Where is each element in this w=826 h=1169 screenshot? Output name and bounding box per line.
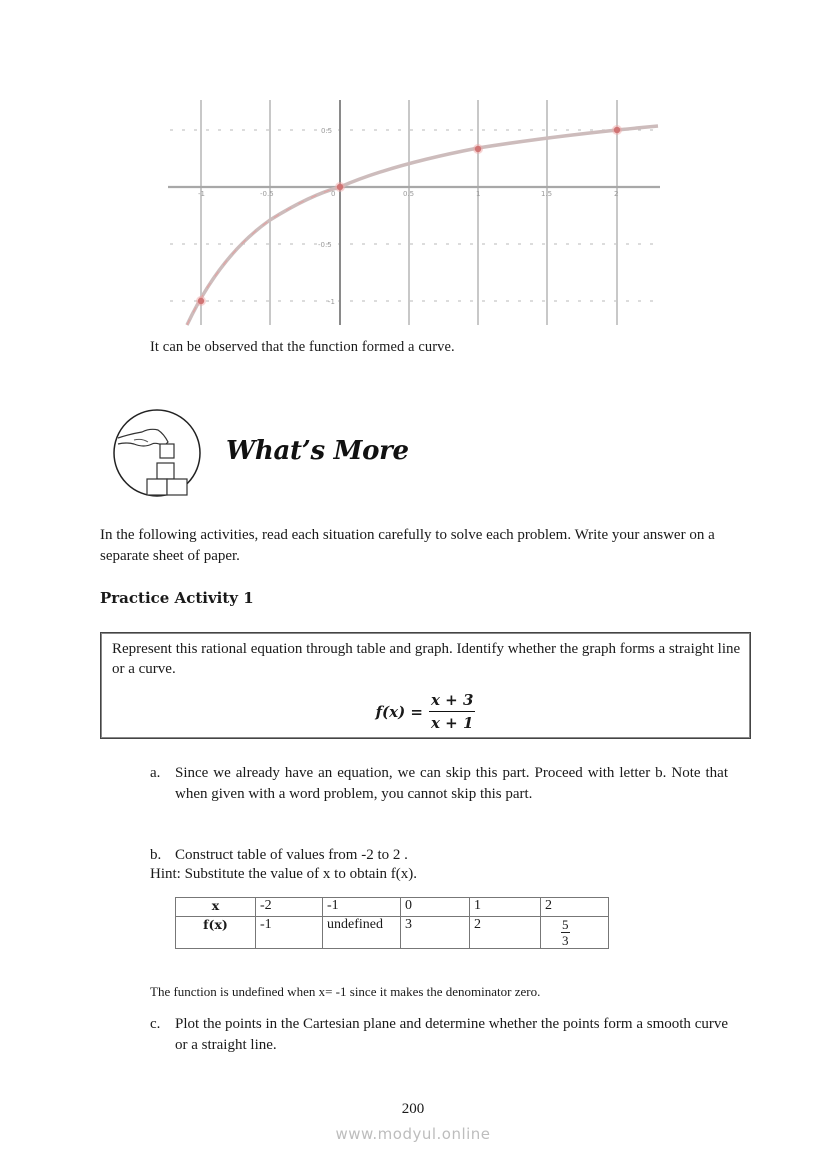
x-tick-label: 0 <box>331 190 336 198</box>
table-cell <box>541 917 609 949</box>
fraction-value <box>561 917 570 948</box>
table-cell: 2 <box>541 898 609 917</box>
page-number: 200 <box>401 1101 425 1117</box>
table-cell: -2 <box>256 898 323 917</box>
hand-stacking-blocks-icon <box>112 408 202 498</box>
formula-denominator: x + 1 <box>430 714 474 732</box>
table-cell: 2 <box>470 917 541 949</box>
table-cell: 1 <box>470 898 541 917</box>
formula <box>101 691 750 732</box>
table-header-cell: x <box>176 898 256 917</box>
table-row <box>176 917 609 949</box>
x-tick-label: 0.5 <box>403 190 415 198</box>
section-title: What’s More <box>226 436 409 466</box>
x-tick-label: 1 <box>476 190 481 198</box>
undefined-note: The function is undefined when x= -1 since it makes the denominator zero. <box>150 984 541 999</box>
activity-title: Practice Activity 1 <box>100 589 254 607</box>
curve-highlight <box>187 187 340 325</box>
x-tick-label: -0.5 <box>260 190 274 198</box>
table-cell: -1 <box>256 917 323 949</box>
x-tick-label: -1 <box>198 190 205 198</box>
step-a <box>150 763 728 804</box>
function-graph <box>160 95 670 330</box>
table-cell: -1 <box>323 898 401 917</box>
hint-text: Hint: Substitute the value of x to obtain f(x). <box>150 866 418 882</box>
step-text: Since we already have an equation, we can skip this part. Proceed with letter b. Note that when given with a word problem, you cannot skip this part. <box>175 765 728 802</box>
y-tick-label: -1 <box>328 298 335 306</box>
graph-caption: It can be observed that the function formed a curve. <box>150 339 455 355</box>
step-text: Plot the points in the Cartesian plane and determine whether the points form a smooth curve or a straight line. <box>175 1016 728 1053</box>
formula-lhs: f(x) = <box>375 702 423 721</box>
activity-box <box>100 632 751 739</box>
step-marker: b. <box>150 847 162 863</box>
intro-paragraph: In the following activities, read each situation carefully to solve each problem. Write your answer on a separate sheet of paper. <box>100 527 715 564</box>
step-text: Construct table of values from -2 to 2 . <box>175 847 408 863</box>
step-b <box>150 845 728 866</box>
table-cell: 0 <box>401 898 470 917</box>
table-cell: undefined <box>323 917 401 949</box>
step-marker: c. <box>150 1016 161 1032</box>
watermark: www.modyul.online <box>335 1125 491 1143</box>
fraction-denominator: 3 <box>562 933 569 948</box>
y-tick-label: 0.5 <box>321 127 333 135</box>
y-tick-label: -0.5 <box>318 241 332 249</box>
table-row <box>176 898 609 917</box>
formula-fraction <box>429 691 475 732</box>
table-of-values <box>175 897 609 949</box>
x-tick-label: 1.5 <box>541 190 553 198</box>
step-c <box>150 1014 728 1055</box>
table-header-cell: f(x) <box>176 917 256 949</box>
cartesian-plane <box>160 95 670 330</box>
fraction-numerator: 5 <box>562 917 569 932</box>
activity-prompt: Represent this rational equation through table and graph. Identify whether the graph forms a straight line or a curve. <box>112 641 741 677</box>
step-marker: a. <box>150 765 161 781</box>
function-curve <box>187 126 658 325</box>
formula-numerator: x + 3 <box>429 691 475 712</box>
x-tick-label: 2 <box>614 190 619 198</box>
table-cell: 3 <box>401 917 470 949</box>
